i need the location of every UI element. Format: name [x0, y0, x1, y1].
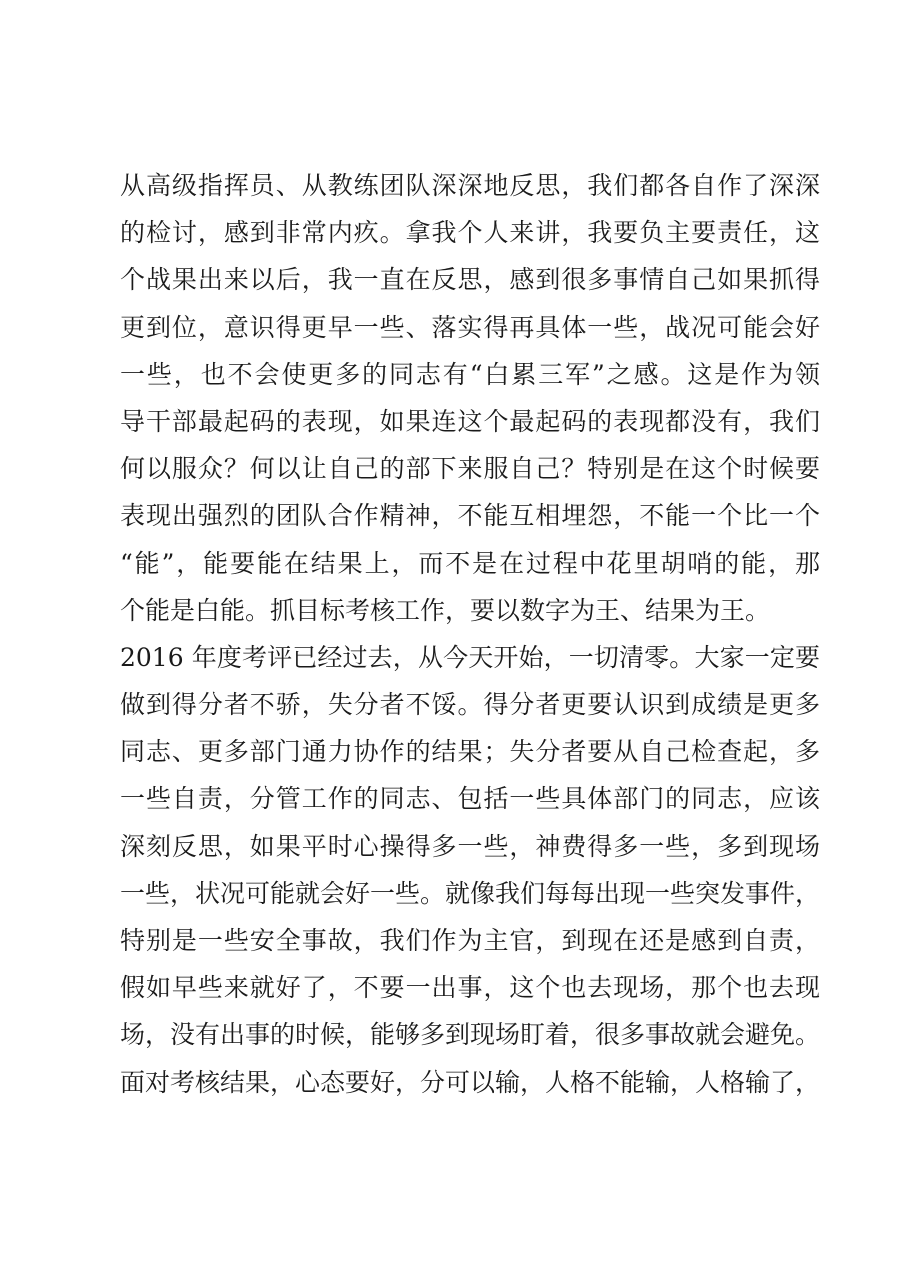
text-line: 更到位，意识得更早一些、落实得再具体一些，战况可能会好 — [120, 312, 820, 342]
text-line: 场，没有出事的时候，能够多到现场盯着，很多事故就会避免。 — [120, 1020, 821, 1050]
body-text — [120, 162, 820, 1106]
text-line: 个能是白能。抓目标考核工作，要以数字为王、结果为王。 — [120, 595, 771, 625]
text-line: 2016 年度考评已经过去，从今天开始，一切清零。大家一定要 — [120, 642, 820, 672]
text-line: 从高级指挥员、从教练团队深深地反思，我们都各自作了深深 — [120, 171, 820, 200]
text-line: 一些自责，分管工作的同志、包括一些具体部门的同志，应该 — [120, 784, 820, 814]
text-line: 特别是一些安全事故，我们作为主官，到现在还是感到自责， — [120, 926, 820, 955]
text-line: 个战果出来以后，我一直在反思，感到很多事情自己如果抓得 — [120, 265, 820, 295]
text-line: 的检讨，感到非常内疚。拿我个人来讲，我要负主要责任，这 — [120, 218, 820, 248]
text-line: 一些，状况可能就会好一些。就像我们每每出现一些突发事件， — [120, 878, 821, 908]
text-line: 一些，也不会使更多的同志有“白累三军”之感。这是作为领 — [120, 359, 820, 389]
text-line: 做到得分者不骄，失分者不馁。得分者更要认识到成绩是更多 — [120, 690, 820, 720]
text-line: 假如早些来就好了，不要一出事，这个也去现场，那个也去现 — [120, 973, 820, 1003]
text-line: 同志、更多部门通力协作的结果；失分者要从自己检查起，多 — [120, 737, 820, 767]
text-line: 表现出强烈的团队合作精神，不能互相埋怨，不能一个比一个 — [120, 501, 820, 531]
text-line: 导干部最起码的表现，如果连这个最起码的表现都没有，我们 — [120, 406, 820, 436]
text-line: “能”，能要能在结果上，而不是在过程中花里胡哨的能，那 — [120, 548, 820, 578]
text-line: 深刻反思，如果平时心操得多一些，神费得多一些，多到现场 — [120, 831, 820, 861]
text-line: 何以服众？何以让自己的部下来服自己？特别是在这个时候要 — [120, 454, 820, 484]
text-line: 面对考核结果，心态要好，分可以输，人格不能输，人格输了， — [120, 1067, 821, 1097]
